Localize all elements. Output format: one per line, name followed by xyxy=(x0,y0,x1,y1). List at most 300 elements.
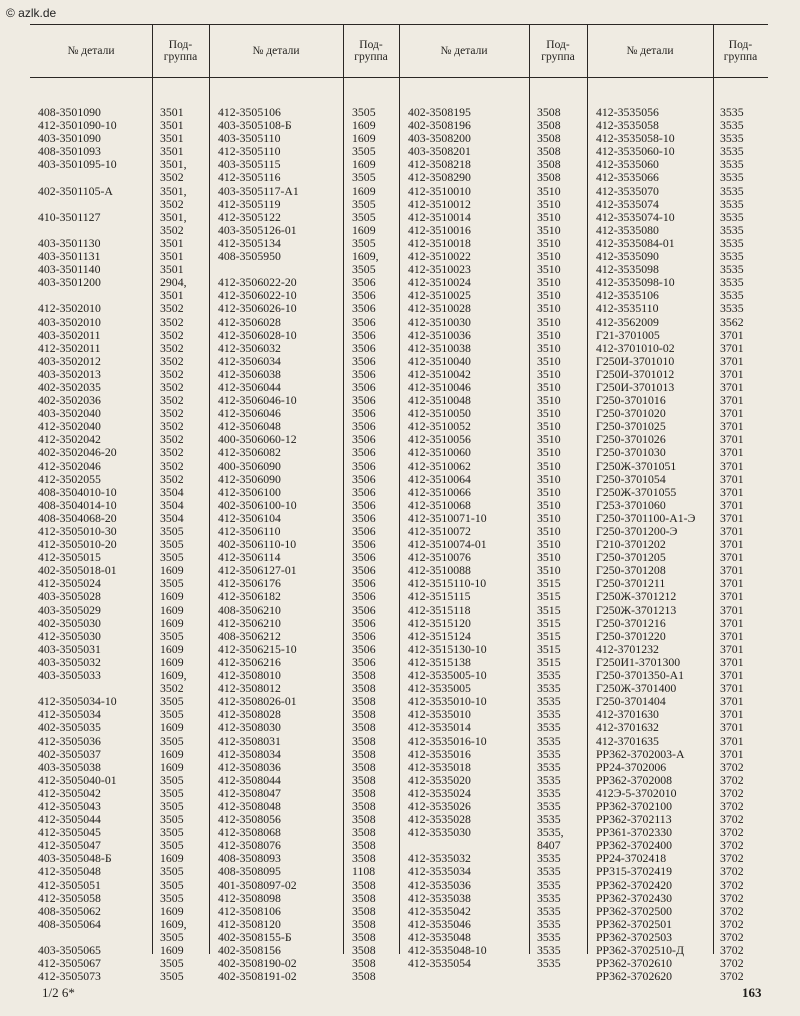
subgroup-number: 3535 xyxy=(537,851,561,866)
subgroup-number: 3505 xyxy=(160,798,184,813)
part-number: РР361-3702330 xyxy=(596,825,673,840)
part-number: 412-3505010-30 xyxy=(38,524,117,538)
subgroup-number: 3505 xyxy=(352,170,376,185)
part-number: 412-3505015 xyxy=(38,550,101,565)
subgroup-number: 3508 xyxy=(352,838,376,853)
subgroup-number: 3535 xyxy=(720,183,744,198)
subgroup-number: 3505 xyxy=(160,537,184,552)
subgroup-number: 3510 xyxy=(537,524,561,538)
subgroup-number: 3701 xyxy=(720,589,744,604)
part-number: 412-3502010 xyxy=(38,301,101,316)
part-number: 412-3510052 xyxy=(408,419,471,434)
part-number: 412-3506182 xyxy=(218,589,281,604)
subgroup-number: 3501 xyxy=(160,144,184,159)
part-number: 412-3535010 xyxy=(408,707,471,722)
part-number: 408-3506212 xyxy=(218,628,281,643)
subgroup-number: 3508 xyxy=(352,746,376,761)
subgroup-number: 3508 xyxy=(537,170,561,185)
subgroup-number: 3701 xyxy=(720,563,744,578)
part-number: 412-3535020 xyxy=(408,772,471,787)
subgroup-number: 3504 xyxy=(160,510,184,525)
subgroup-number: 1609 xyxy=(352,131,376,146)
part-number: 412-3515138 xyxy=(408,654,471,669)
part-number: 403-3505028 xyxy=(38,589,101,604)
subgroup-number: 3505 xyxy=(160,707,184,722)
part-number: 400-3506090 xyxy=(218,458,281,473)
part-number: Г250И-3701013 xyxy=(596,379,675,394)
part-number: 412-3535048-10 xyxy=(408,943,487,957)
subgroup-number: 3506 xyxy=(352,432,376,447)
subgroup-number: 3501 xyxy=(160,262,184,277)
subgroup-number: 3701 xyxy=(720,733,744,748)
part-number: 412-3535016 xyxy=(408,746,471,761)
part-number: Г250Ж-3701051 xyxy=(596,458,677,473)
part-number: 412-3701232 xyxy=(596,641,659,656)
subgroup-number: 3702 xyxy=(720,838,744,853)
column-divider xyxy=(587,24,588,954)
subgroup-number: 3506 xyxy=(352,484,376,499)
part-number: 412-3510025 xyxy=(408,288,471,303)
part-number: 412-3505040-01 xyxy=(38,772,117,787)
subgroup-number: 3702 xyxy=(720,890,744,905)
part-number: 412-3505067 xyxy=(38,956,101,971)
subgroup-number: 3508 xyxy=(352,759,376,774)
subgroup-number: 3562 xyxy=(720,314,744,329)
part-number: 412-3506210 xyxy=(218,615,281,630)
subgroup-number: 3535 xyxy=(537,668,561,683)
subgroup-number: 3510 xyxy=(537,445,561,460)
part-number: 412-3505042 xyxy=(38,785,101,800)
subgroup-number: 3505 xyxy=(352,235,376,250)
subgroup-number: 3510 xyxy=(537,288,561,303)
part-number: 412-3506032 xyxy=(218,340,281,355)
part-number: 412-3506022-20 xyxy=(218,275,297,290)
part-number: 412-3506028 xyxy=(218,314,281,329)
column-divider xyxy=(152,24,153,954)
subgroup-number: 3702 xyxy=(720,956,744,971)
part-number: Г250Ж-3701400 xyxy=(596,681,677,696)
subgroup-number: 3510 xyxy=(537,497,561,512)
part-number: 403-3505065 xyxy=(38,943,101,957)
part-number: 412-3510023 xyxy=(408,262,471,277)
part-number: 412-3510042 xyxy=(408,366,471,381)
part-number: Г250-3701216 xyxy=(596,615,666,630)
subgroup-number: 3502 xyxy=(160,301,184,316)
subgroup-number: 3508 xyxy=(537,157,561,172)
subgroup-number: 3535 xyxy=(537,707,561,722)
subgroup-number: 3505 xyxy=(352,196,376,211)
part-number: 412-3535056 xyxy=(596,105,659,119)
part-number: 402-3508191-02 xyxy=(218,969,297,984)
part-number: 412-3510038 xyxy=(408,340,471,355)
part-number: РР362-3702008 xyxy=(596,772,673,787)
part-number: 412-3505034 xyxy=(38,707,101,722)
subgroup-number: 3535 xyxy=(720,144,744,159)
subgroup-number: 3504 xyxy=(160,484,184,499)
part-number: 402-3505018-01 xyxy=(38,563,117,578)
subgroup-number: 3501 xyxy=(160,235,184,250)
part-number: 412-3535110 xyxy=(596,301,659,316)
part-number: 412-3515115 xyxy=(408,589,471,604)
part-number: 412-3505073 xyxy=(38,969,101,984)
part-number: 412-3510071-10 xyxy=(408,510,487,525)
part-number: 410-3501127 xyxy=(38,209,101,224)
part-number: 412-3701630 xyxy=(596,707,659,722)
subgroup-number: 3506 xyxy=(352,445,376,460)
subgroup-number: 1609 xyxy=(160,654,184,669)
subgroup-number: 3535 xyxy=(720,170,744,185)
part-number: 412-3505024 xyxy=(38,576,101,591)
subgroup-number: 3510 xyxy=(537,314,561,329)
subgroup-number: 3508 xyxy=(352,785,376,800)
part-number xyxy=(38,224,117,237)
part-number: 412-3510050 xyxy=(408,406,471,421)
part-number: 403-3505033 xyxy=(38,668,101,683)
subgroup-number: 3701 xyxy=(720,471,744,486)
subgroup-number: 3702 xyxy=(720,785,744,800)
part-number: Г250Ж-3701212 xyxy=(596,589,677,604)
subgroup-number: 3502 xyxy=(160,445,184,460)
part-number: РР362-3702610 xyxy=(596,956,673,971)
part-number: 402-3508190-02 xyxy=(218,956,297,971)
part-number: 412-3535058-10 xyxy=(596,131,675,146)
part-number: 412-3505110 xyxy=(218,144,281,159)
part-number-column xyxy=(218,106,299,983)
part-number: 412-3506082 xyxy=(218,445,281,460)
subgroup-number: 3502 xyxy=(160,170,184,185)
part-number: 403-3508200 xyxy=(408,131,471,146)
subgroup-number: 3502 xyxy=(160,353,184,368)
part-number: 412-3535030 xyxy=(408,825,471,840)
subgroup-number: 3505 xyxy=(352,105,376,119)
part-number: Г250-3701350-А1 xyxy=(596,668,685,683)
part-number: 412-3508056 xyxy=(218,812,281,827)
part-number: 412-3508098 xyxy=(218,890,281,905)
page-number: 163 xyxy=(742,985,762,1000)
subgroup-number: 3535 xyxy=(537,890,561,905)
part-number: 412-3701635 xyxy=(596,733,659,748)
part-number: 402-3508156 xyxy=(218,943,281,957)
part-number: РР362-3702620 xyxy=(596,969,673,984)
subgroup-number: 3506 xyxy=(352,353,376,368)
part-number: 412-3506048 xyxy=(218,419,281,434)
subgroup-number: 3535 xyxy=(720,288,744,303)
subgroup-number: 3510 xyxy=(537,353,561,368)
header-subgroup-3: Под- группа xyxy=(541,39,575,63)
part-number: 412-3508044 xyxy=(218,772,281,787)
part-number: 412-3510064 xyxy=(408,471,471,486)
part-number: 402-3505035 xyxy=(38,720,101,735)
subgroup-number: 3510 xyxy=(537,327,561,342)
part-number: 412-3506046 xyxy=(218,406,281,421)
part-number: 412-3506046-10 xyxy=(218,393,297,408)
part-number: 408-3506210 xyxy=(218,602,281,617)
subgroup-number: 1609, xyxy=(160,916,187,931)
part-number: 412-3506215-10 xyxy=(218,641,297,656)
subgroup-number: 3515 xyxy=(537,654,561,669)
part-number: 412-3535016-10 xyxy=(408,733,487,748)
subgroup-number: 3506 xyxy=(352,524,376,538)
part-number: 412-3506100 xyxy=(218,484,281,499)
part-number: 403-3508201 xyxy=(408,144,471,159)
subgroup-number: 3701 xyxy=(720,746,744,761)
part-number: Г21-3701005 xyxy=(596,327,660,342)
subgroup-number: 3506 xyxy=(352,471,376,486)
part-number: РР362-3702420 xyxy=(596,877,673,892)
part-number: 412-3505106 xyxy=(218,105,281,119)
part-number: 401-3508097-02 xyxy=(218,877,297,892)
subgroup-number: 3508 xyxy=(537,144,561,159)
header-part-no-2: № детали xyxy=(252,45,300,57)
subgroup-number: 3508 xyxy=(352,890,376,905)
subgroup-number: 3506 xyxy=(352,654,376,669)
part-number: 412-3510028 xyxy=(408,301,471,316)
subgroup-number: 3502 xyxy=(160,340,184,355)
part-number: 403-3505126-01 xyxy=(218,222,297,237)
subgroup-number: 3505 xyxy=(160,550,184,565)
part-number: 412-3508031 xyxy=(218,733,281,748)
part-number: 408-3508095 xyxy=(218,864,281,879)
part-number: 403-3505048-Б xyxy=(38,851,112,866)
subgroup-number: 3535 xyxy=(537,798,561,813)
subgroup-number: 3510 xyxy=(537,563,561,578)
subgroup-number: 3535 xyxy=(720,249,744,264)
part-number: 412-3508028 xyxy=(218,707,281,722)
part-number: РР315-3702419 xyxy=(596,864,673,879)
subgroup-number: 3508 xyxy=(352,798,376,813)
subgroup-number: 3701 xyxy=(720,406,744,421)
part-number: 412-3510088 xyxy=(408,563,471,578)
subgroup-number: 1609 xyxy=(160,903,184,918)
subgroup-number: 3702 xyxy=(720,772,744,787)
part-number: 403-3501130 xyxy=(38,235,101,250)
part-number: 403-3505038 xyxy=(38,759,101,774)
subgroup-number: 1609 xyxy=(160,746,184,761)
subgroup-column xyxy=(720,106,744,983)
part-number: 412-3562009 xyxy=(596,314,659,329)
part-number: 412-3510074-01 xyxy=(408,537,487,552)
subgroup-number: 3505 xyxy=(160,524,184,538)
subgroup-number: 3510 xyxy=(537,432,561,447)
part-number: Г250И-3701012 xyxy=(596,366,675,381)
subgroup-number: 3506 xyxy=(352,327,376,342)
subgroup-number: 3535 xyxy=(720,235,744,250)
subgroup-number: 3505 xyxy=(352,262,376,277)
subgroup-number: 3505 xyxy=(160,812,184,827)
subgroup-number: 3506 xyxy=(352,275,376,290)
part-number: 403-3502011 xyxy=(38,327,101,342)
part-number: 412-3701632 xyxy=(596,720,659,735)
part-number: 412-3505048 xyxy=(38,864,101,879)
part-number: 412-3506090 xyxy=(218,471,281,486)
subgroup-number: 3502 xyxy=(160,314,184,329)
subgroup-number: 3510 xyxy=(537,196,561,211)
part-number: Г210-3701202 xyxy=(596,537,666,552)
part-number: 403-3502010 xyxy=(38,314,101,329)
subgroup-number: 3510 xyxy=(537,550,561,565)
part-number: 412-3502040 xyxy=(38,419,101,434)
part-number-column xyxy=(596,106,695,983)
part-number: 403-3501140 xyxy=(38,262,101,277)
subgroup-number: 1609 xyxy=(160,759,184,774)
part-number: Г250Ж-3701213 xyxy=(596,602,677,617)
subgroup-number: 3515 xyxy=(537,576,561,591)
subgroup-number: 3508 xyxy=(352,969,376,984)
part-number: 408-3504014-10 xyxy=(38,497,117,512)
subgroup-number: 3510 xyxy=(537,183,561,198)
part-number: 412-3535010-10 xyxy=(408,694,487,709)
subgroup-number: 3508 xyxy=(352,851,376,866)
part-number: 412-3502042 xyxy=(38,432,101,447)
part-number: 412-3506110 xyxy=(218,524,281,538)
subgroup-number: 3535 xyxy=(537,746,561,761)
part-number: 412-3510062 xyxy=(408,458,471,473)
subgroup-number: 3535 xyxy=(720,118,744,133)
part-number: Г250-3701026 xyxy=(596,432,666,447)
part-number: 412Э-5-3702010 xyxy=(596,785,677,800)
subgroup-number: 3510 xyxy=(537,419,561,434)
part-number: 402-3505037 xyxy=(38,746,101,761)
part-number: Г250-3701030 xyxy=(596,445,666,460)
subgroup-number: 3701 xyxy=(720,654,744,669)
part-number-column xyxy=(38,106,117,983)
subgroup-number: 3504 xyxy=(160,497,184,512)
part-number: 412-3515130-10 xyxy=(408,641,487,656)
subgroup-number: 3505 xyxy=(160,576,184,591)
part-number: 412-3506022-10 xyxy=(218,288,297,303)
part-number: Г250-3701200-Э xyxy=(596,524,678,538)
subgroup-number: 3505 xyxy=(160,733,184,748)
part-number: 412-3535046 xyxy=(408,916,471,931)
subgroup-number: 1609 xyxy=(352,222,376,237)
subgroup-number: 3501, xyxy=(160,209,187,224)
subgroup-number: 3510 xyxy=(537,484,561,499)
part-number: Г250-3701100-А1-Э xyxy=(596,510,696,525)
subgroup-number: 3508 xyxy=(352,877,376,892)
part-number: 412-3510068 xyxy=(408,497,471,512)
subgroup-number: 3510 xyxy=(537,458,561,473)
part-number: 402-3508195 xyxy=(408,105,471,119)
part-number: 403-3505029 xyxy=(38,602,101,617)
subgroup-number: 3502 xyxy=(160,458,184,473)
subgroup-number: 3702 xyxy=(720,851,744,866)
part-number: Г250-3701025 xyxy=(596,419,666,434)
subgroup-number: 3535 xyxy=(537,759,561,774)
part-number: 412-3506114 xyxy=(218,550,281,565)
subgroup-number: 3510 xyxy=(537,222,561,237)
part-number: РР362-3702113 xyxy=(596,812,672,827)
part-number: 412-3510012 xyxy=(408,196,471,211)
part-number: 403-3505031 xyxy=(38,641,101,656)
subgroup-number: 3502 xyxy=(160,681,184,696)
part-number: 408-3504010-10 xyxy=(38,484,117,499)
subgroup-number: 3702 xyxy=(720,825,744,840)
subgroup-number: 3508 xyxy=(352,707,376,722)
part-number: 412-3535070 xyxy=(596,183,659,198)
subgroup-number: 3535 xyxy=(537,864,561,879)
subgroup-number: 3510 xyxy=(537,393,561,408)
subgroup-number: 3701 xyxy=(720,694,744,709)
part-number: 412-3535034 xyxy=(408,864,471,879)
subgroup-number: 3506 xyxy=(352,314,376,329)
part-number: 403-3505117-А1 xyxy=(218,183,299,198)
subgroup-number: 3502 xyxy=(160,379,184,394)
subgroup-number: 3701 xyxy=(720,340,744,355)
part-number: 412-3535066 xyxy=(596,170,659,185)
part-number: 403-3505032 xyxy=(38,654,101,669)
part-number: 412-3508290 xyxy=(408,170,471,185)
subgroup-number: 3515 xyxy=(537,615,561,630)
subgroup-number: 3535 xyxy=(537,772,561,787)
header-part-no-3: № детали xyxy=(440,45,488,57)
part-number: 412-3510018 xyxy=(408,235,471,250)
part-number: РР362-3702400 xyxy=(596,838,673,853)
subgroup-number: 3501 xyxy=(160,249,184,264)
subgroup-number: 3506 xyxy=(352,550,376,565)
header-subgroup-4: Под- группа xyxy=(723,39,758,63)
subgroup-number: 3501 xyxy=(160,105,184,119)
subgroup-number: 3535 xyxy=(537,812,561,827)
subgroup-number: 3701 xyxy=(720,353,744,368)
part-number: 408-3508093 xyxy=(218,851,281,866)
subgroup-number: 3506 xyxy=(352,510,376,525)
part-number: 412-3505010-20 xyxy=(38,537,117,552)
subgroup-number: 3510 xyxy=(537,262,561,277)
subgroup-number: 3506 xyxy=(352,419,376,434)
subgroup-number: 3701 xyxy=(720,510,744,525)
subgroup-number: 3702 xyxy=(720,759,744,774)
part-number: Г250-3701211 xyxy=(596,576,666,591)
part-number: РР362-3702500 xyxy=(596,903,673,918)
part-number: 412-3510024 xyxy=(408,275,471,290)
column-divider xyxy=(399,24,400,954)
subgroup-number: 3508 xyxy=(352,943,376,957)
subgroup-number: 1609, xyxy=(352,249,379,264)
part-number: 412-3510048 xyxy=(408,393,471,408)
subgroup-number: 3508 xyxy=(537,105,561,119)
subgroup-number: 3505 xyxy=(160,929,184,944)
part-number: 412-3535080 xyxy=(596,222,659,237)
subgroup-number: 3701 xyxy=(720,615,744,630)
subgroup-number: 3702 xyxy=(720,812,744,827)
subgroup-column xyxy=(537,106,564,970)
part-number: 412-3510016 xyxy=(408,222,471,237)
subgroup-number: 3535 xyxy=(720,131,744,146)
subgroup-number: 3702 xyxy=(720,903,744,918)
part-number: 412-3508026-01 xyxy=(218,694,297,709)
part-number: 412-3505051 xyxy=(38,877,101,892)
part-number: 412-3506216 xyxy=(218,654,281,669)
subgroup-number: 3515 xyxy=(537,628,561,643)
subgroup-number: 3701 xyxy=(720,668,744,683)
subgroup-number: 3508 xyxy=(537,131,561,146)
part-number: РР362-3702430 xyxy=(596,890,673,905)
subgroup-number: 2904, xyxy=(160,275,187,290)
part-number: 408-3504068-20 xyxy=(38,510,117,525)
subgroup-number: 3506 xyxy=(352,366,376,381)
part-number: 408-3505062 xyxy=(38,903,101,918)
subgroup-number: 3535 xyxy=(720,196,744,211)
subgroup-number: 3701 xyxy=(720,524,744,538)
part-number: 403-3501131 xyxy=(38,249,101,264)
part-number: 412-3535014 xyxy=(408,720,471,735)
subgroup-number: 3508 xyxy=(352,733,376,748)
part-number: 412-3505116 xyxy=(218,170,281,185)
part-number: РР24-3702006 xyxy=(596,759,667,774)
subgroup-column xyxy=(160,106,187,983)
subgroup-number: 3506 xyxy=(352,563,376,578)
subgroup-number: 3505 xyxy=(352,209,376,224)
